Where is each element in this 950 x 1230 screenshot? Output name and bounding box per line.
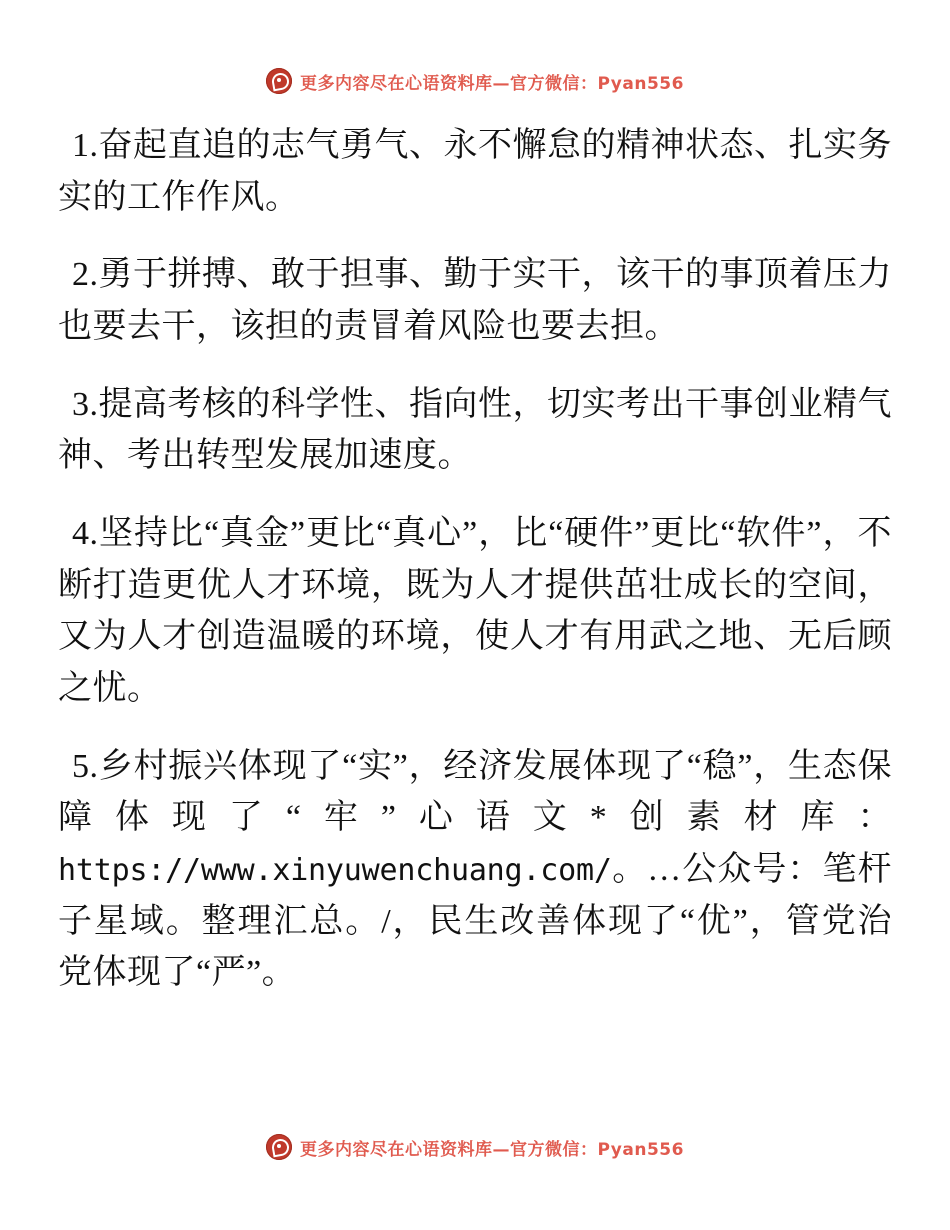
paragraph-3-number: 3. (72, 385, 99, 423)
paragraph-3 (58, 379, 892, 482)
paragraph-5-number: 5. (72, 747, 99, 785)
document-body (58, 120, 892, 999)
paragraph-1 (58, 120, 892, 223)
paragraph-2-number: 2. (72, 256, 99, 294)
paragraph-4-number: 4. (72, 515, 99, 553)
paragraph-5-url[interactable]: https://www.xinyuwenchuang.com/ (58, 853, 612, 889)
paragraph-3-text: 提高考核的科学性、指向性，切实考出干事创业精气神、考出转型发展加速度。 (58, 385, 892, 475)
watermark-header-text: 更多内容尽在心语资料库—官方微信：Pyan556 (300, 73, 684, 94)
paragraph-5-text-part2: 。…公众号：笔杆子星域。整理汇总。/，民生改善体现了“优”，管党治党体现了“严”。 (58, 851, 892, 992)
paragraph-4-text: 坚持比“真金”更比“真心”，比“硬件”更比“软件”，不断打造更优人才环境，既为人才提供茁壮成长的空间，又为人才创造温暖的环境，使人才有用武之地、无后顾之忧。 (58, 515, 892, 708)
lock-circle-icon (266, 1134, 292, 1160)
paragraph-5-text-part1: 乡村振兴体现了“实”，经济发展体现了“稳”，生态保障体现了“牢”心语文*创素材库： (58, 747, 892, 837)
lock-circle-icon (266, 68, 292, 94)
watermark-header (58, 0, 892, 94)
paragraph-5 (58, 741, 892, 999)
paragraph-2-text: 勇于拼搏、敢于担事、勤于实干，该干的事顶着压力也要去干，该担的责冒着风险也要去担。 (58, 256, 892, 346)
watermark-footer-text: 更多内容尽在心语资料库—官方微信：Pyan556 (300, 1139, 684, 1160)
watermark-footer (0, 1134, 950, 1160)
paragraph-4 (58, 508, 892, 715)
paragraph-1-text: 奋起直追的志气勇气、永不懈怠的精神状态、扎实务实的工作作风。 (58, 127, 892, 216)
paragraph-2 (58, 249, 892, 352)
paragraph-1-number: 1. (72, 127, 99, 164)
